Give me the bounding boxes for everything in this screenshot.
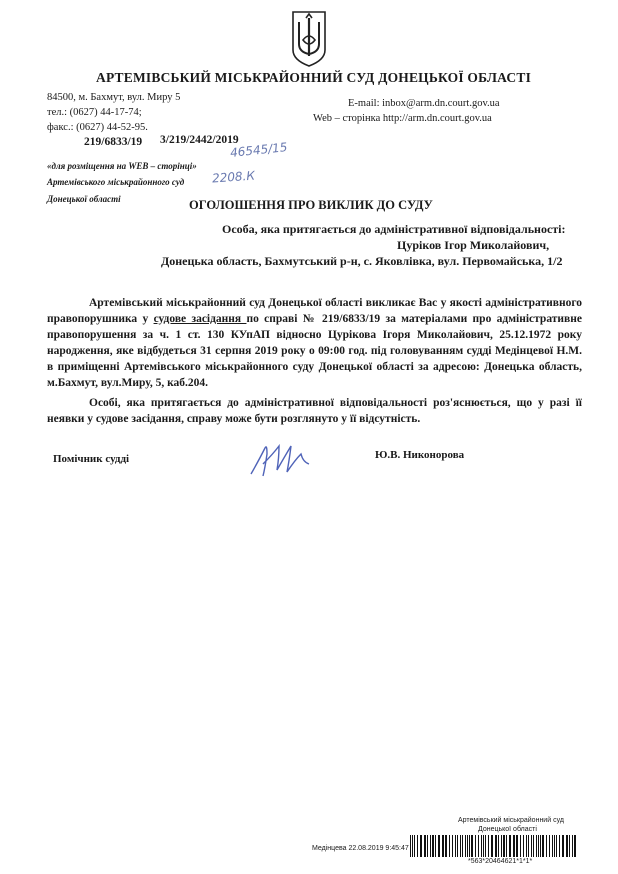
stamp-org-line-1: Артемівський міськрайонний суд xyxy=(458,817,564,824)
coat-of-arms-icon xyxy=(289,10,329,68)
document-title: ОГОЛОШЕННЯ ПРО ВИКЛИК ДО СУДУ xyxy=(189,198,433,212)
notice-paragraph-2: Особі, яка притягається до адміністративної відповідальності роз'яснюється, що у разі її неявки у судове засідання, справу може бути розглянуто у її відсутність. xyxy=(47,397,582,425)
barcode-icon xyxy=(410,835,578,857)
proceeding-number: 3/219/2442/2019 xyxy=(160,134,239,146)
web-note-line-1: «для розміщення на WEB – сторінці» xyxy=(47,161,197,171)
case-number: 219/6833/19 xyxy=(84,136,143,148)
court-phone: тел.: (0627) 44-17-74; xyxy=(47,107,142,118)
addressee-role: Особа, яка притягається до адміністративної відповідальності: xyxy=(222,222,566,236)
signature-icon xyxy=(245,440,315,480)
addressee-name: Цуріков Ігор Миколайович, xyxy=(397,238,550,252)
notice-body xyxy=(47,295,582,427)
addressee-address: Донецька область, Бахмутський р-н, с. Яковлівка, вул. Первомайська, 1/2 xyxy=(161,254,563,268)
court-fax: факс.: (0627) 44-52-95. xyxy=(47,122,148,133)
court-name: АРТЕМІВСЬКИЙ МІСЬКРАЙОННИЙ СУД ДОНЕЦЬКОЇ ОБЛАСТІ xyxy=(96,70,532,85)
stamp-code: *563*20464621*1*1* xyxy=(468,858,533,865)
signer-position: Помічник судді xyxy=(53,453,130,465)
court-address: 84500, м. Бахмут, вул. Миру 5 xyxy=(47,92,181,103)
handwritten-reg-number: 46545/15 xyxy=(229,140,289,160)
web-note-line-3: Донецької області xyxy=(47,194,121,204)
signer-name: Ю.В. Никонорова xyxy=(375,449,465,461)
handwritten-note: 2208.К xyxy=(211,168,256,186)
court-email: E-mail: inbox@arm.dn.court.gov.ua xyxy=(348,98,500,109)
web-note-line-2: Артемівського міськрайонного суд xyxy=(47,177,185,187)
court-hearing-text: судове засідання xyxy=(153,313,247,325)
stamp-registration: Медінцева 22.08.2019 9:45:47 xyxy=(312,845,409,852)
court-website: Web – сторінка http://arm.dn.court.gov.ua xyxy=(313,113,492,124)
notice-paragraph-1: Артемівський міськрайонний суд Донецької області викликає Вас у якості адміністративного правопорушника у судове засідання по справі № 219/6833/19 за матеріалами про адміністративне правопорушення за ч. 1 ст. 130 КУпАП відносно Цурікова Ігоря Миколайович, 25.12.1972 року народження, яке відбудеться 31 серпня 2019 року о 09:00 год. під головуванням судді Медінцевої Н.М. в приміщенні Артемівського міськрайонного суду Донецької області за адресою: Донецька область, м.Бахмут, вул.Миру, 5, каб.204. xyxy=(47,297,582,389)
stamp-org-line-2: Донецької області xyxy=(478,826,537,833)
